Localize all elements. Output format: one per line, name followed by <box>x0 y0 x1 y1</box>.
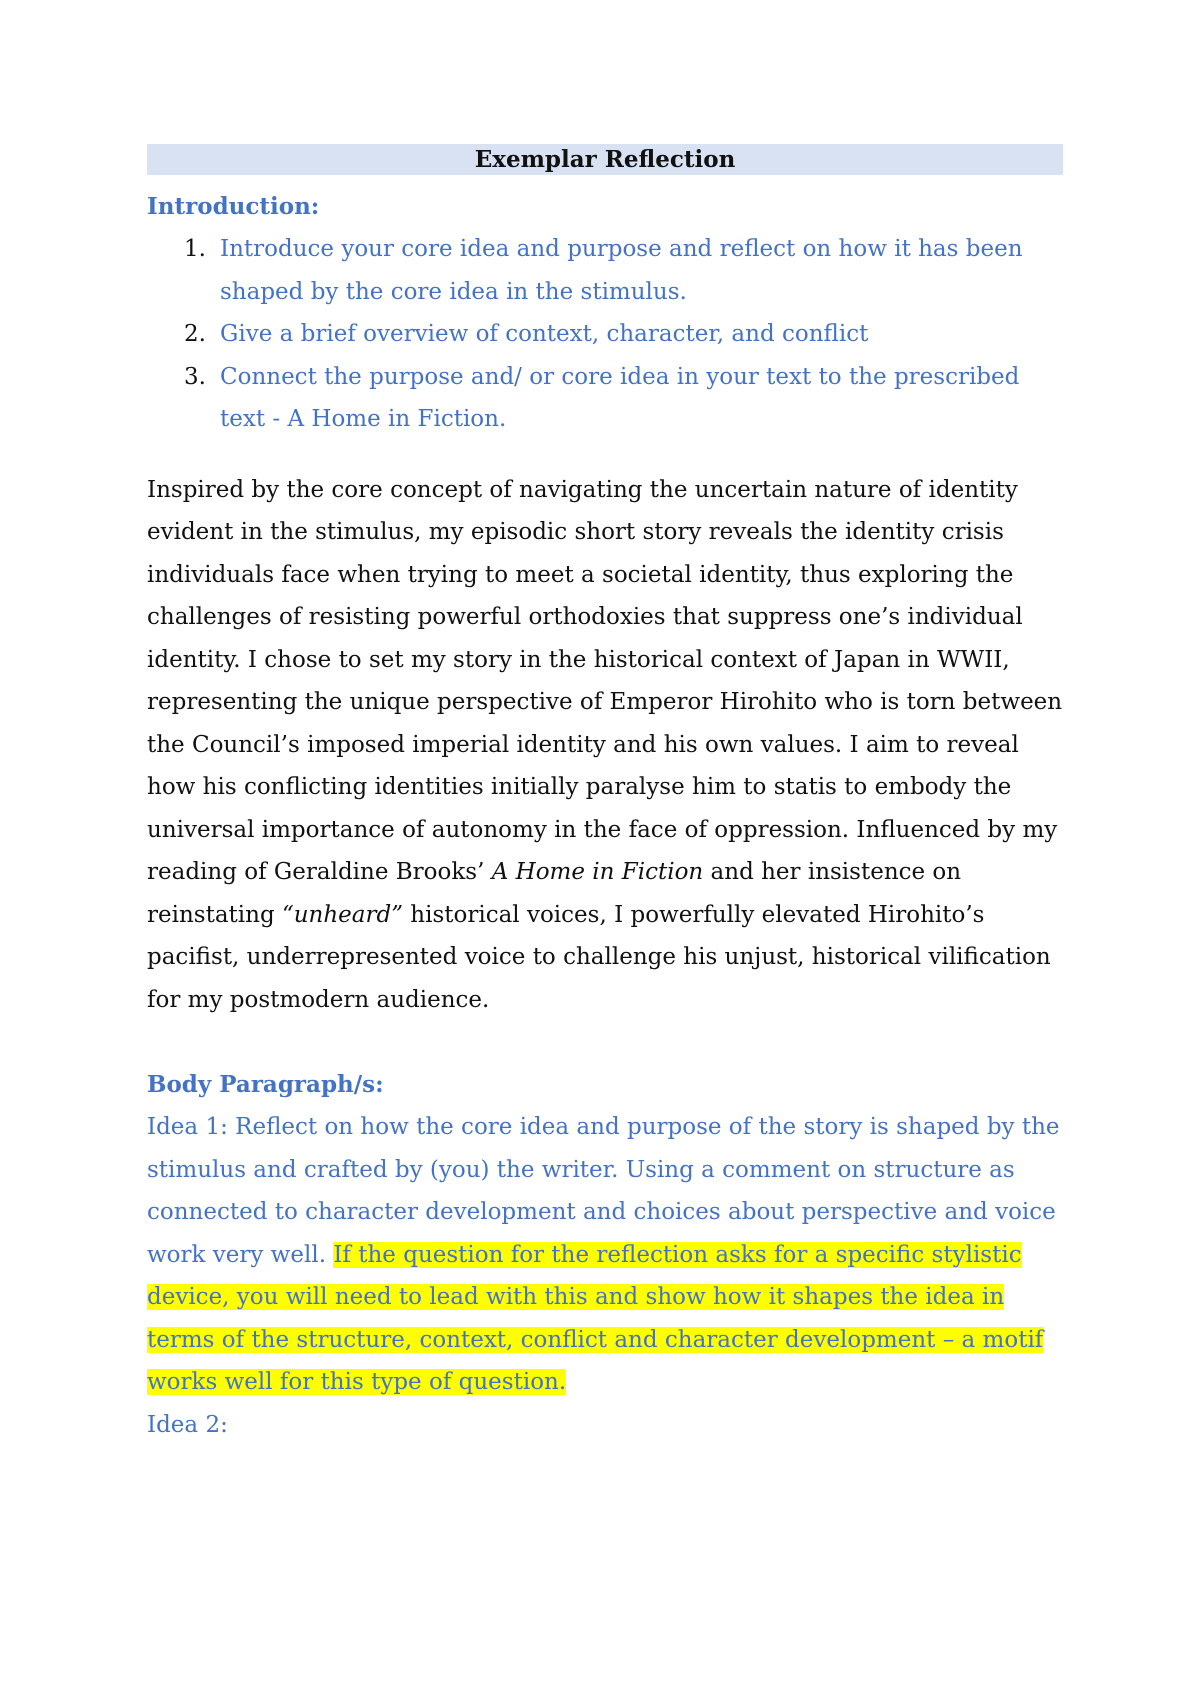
list-item <box>147 228 1063 313</box>
idea-1-text: Idea 1: Reflect on how the core idea and purpose of the story is shaped by the stimulus and crafted by (you) the writer. Using a comment on structure as connected to character development and choices about perspective and voice work very well. <box>147 1114 1060 1268</box>
list-number: 2. <box>184 321 206 347</box>
list-number: 1. <box>184 236 206 262</box>
list-item <box>147 356 1063 441</box>
body-heading: Body Paragraph/s: <box>147 1071 384 1098</box>
exemplar-paragraph <box>147 469 1063 1022</box>
document-page <box>147 144 1063 1446</box>
idea-2: Idea 2: <box>147 1411 228 1438</box>
highlighted-text: If the question for the reflection asks for a specific stylistic device, you will need to lead with this and show how it shapes the idea in terms of the structure, context, conflict and character development – a motif works well for this type of question. <box>147 1241 1044 1395</box>
quote-text: “unheard” <box>281 901 403 928</box>
paragraph-text: historical voices, I powerfully elevated Hirohito’s pacifist, underrepresented voice to challenge his unjust, historical vilification for my postmodern audience. <box>147 901 1051 1013</box>
list-item-text: Connect the purpose and/ or core idea in your text to the prescribed text - A Home in Fiction. <box>220 363 1020 432</box>
list-item <box>147 313 1063 356</box>
list-number: 3. <box>184 363 206 390</box>
list-item-text: Give a brief overview of context, character, and conflict <box>220 321 869 347</box>
idea-1 <box>147 1106 1063 1404</box>
book-title: A Home in Fiction <box>491 859 704 885</box>
paragraph-text: and her insistence on reinstating <box>147 859 962 928</box>
list-item-text: Introduce your core idea and purpose and reflect on how it has been shaped by the core idea in the stimulus. <box>220 236 1023 305</box>
paragraph-text: Inspired by the core concept of navigating the uncertain nature of identity evident in the stimulus, my episodic short story reveals the identity crisis individuals face when trying to meet a societal identity, thus exploring the challenges of resisting powerful orthodoxies that suppress one’s individual identity. I chose to set my story in the historical context of Japan in WWII, representing the unique perspective of Emperor Hirohito who is torn between the Council’s imposed imperial identity and his own values. I aim to reveal how his conflicting identities initially paralyse him to statis to embody the universal importance of autonomy in the face of oppression. Influenced by my reading of Geraldine Brooks’ <box>147 476 1063 885</box>
document-title: Exemplar Reflection <box>147 144 1063 175</box>
intro-guide-list <box>147 228 1063 441</box>
intro-heading: Introduction: <box>147 193 320 220</box>
